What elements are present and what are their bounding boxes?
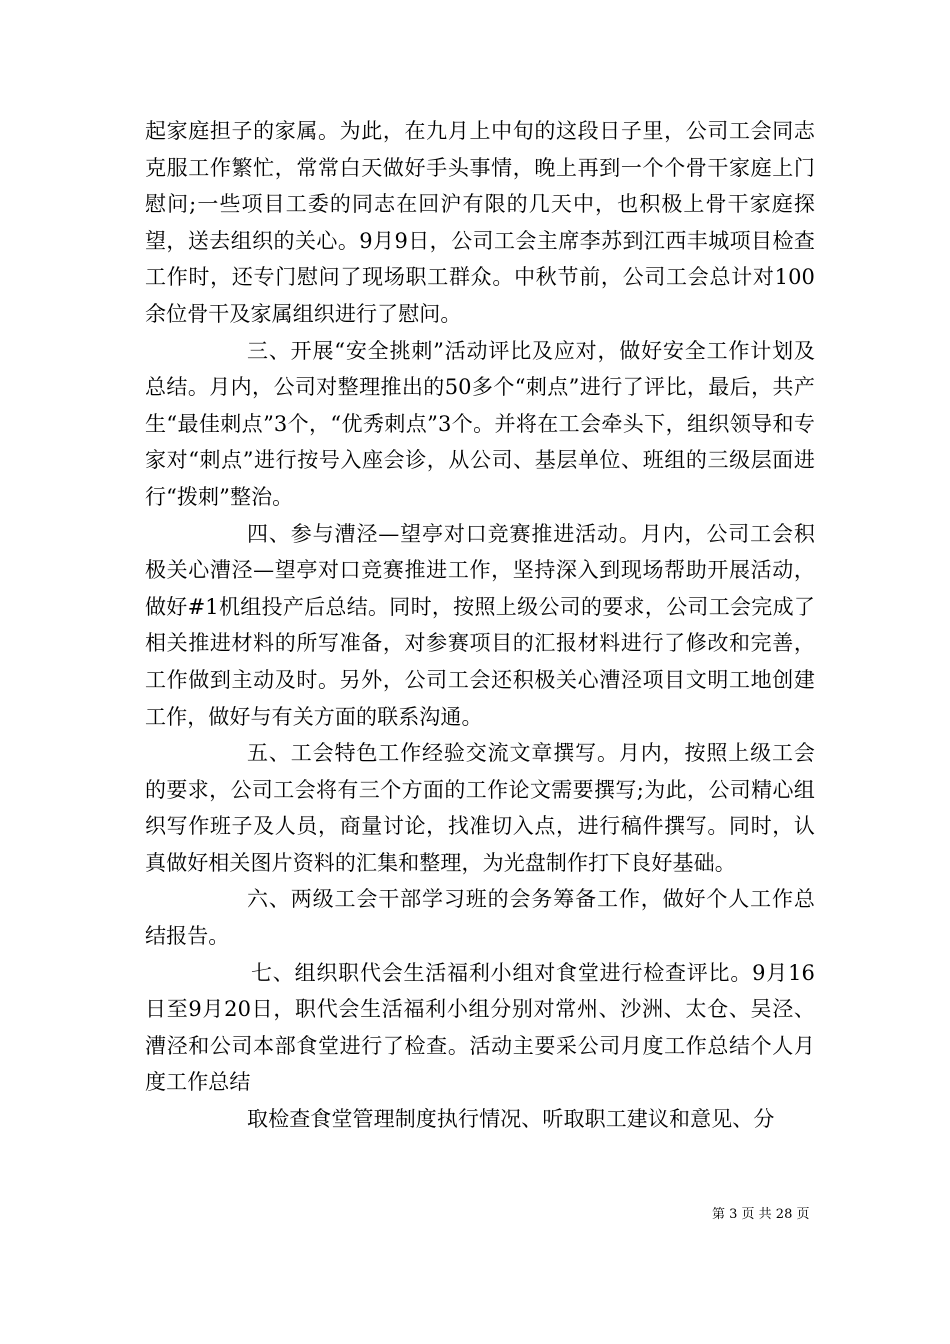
- paragraph-1: 起家庭担子的家属。为此，在九月上中旬的这段日子里，公司工会同志克服工作繁忙，常常白天做好手头事情，晚上再到一个个骨干家庭上门慰问;一些项目工委的同志在回沪有限的几天中，也积极上骨干家庭探望，送去组织的关心。9月9日，公司工会主席李苏到江西丰城项目检查工作时，还专门慰问了现场职工群众。中秋节前，公司工会总计对100余位骨干及家属组织进行了慰问。: [145, 119, 815, 326]
- paragraph-7: 取检查食堂管理制度执行情况、听取职工建议和意见、分: [247, 1107, 775, 1132]
- paragraph-3: 四、参与漕泾—望亭对口竞赛推进活动。月内，公司工会积极关心漕泾—望亭对口竞赛推进工作，坚持深入到现场帮助开展活动，做好#1机组投产后总结。同时，按照上级公司的要求，公司工会完成了相关推进材料的所写准备，对参赛项目的汇报材料进行了修改和完善，工作做到主动及时。另外，公司工会还积极关心漕泾项目文明工地创建工作，做好与有关方面的联系沟通。: [145, 521, 815, 729]
- paragraph-5: 六、两级工会干部学习班的会务筹备工作，做好个人工作总结报告。: [145, 887, 815, 949]
- paragraph-6: 七、组织职代会生活福利小组对食堂进行检查评比。9月16日至9月20日，职代会生活福利小组分别对常州、沙洲、太仓、吴泾、漕泾和公司本部食堂进行了检查。活动主要采公司月度工作总结个人月度工作总结: [145, 960, 815, 1095]
- paragraph-4: 五、工会特色工作经验交流文章撰写。月内，按照上级工会的要求，公司工会将有三个方面的工作论文需要撰写;为此，公司精心组织写作班子及人员，商量讨论，找准切入点，进行稿件撰写。同时，认真做好相关图片资料的汇集和整理，为光盘制作打下良好基础。: [145, 741, 815, 875]
- page-number-footer: 第 3 页 共 28 页: [712, 1207, 810, 1222]
- body-text: [145, 113, 815, 1138]
- paragraph-2: 三、开展“安全挑刺”活动评比及应对，做好安全工作计划及总结。月内，公司对整理推出的50多个“刺点”进行了评比，最后，共产生“最佳刺点”3个，“优秀刺点”3个。并将在工会牵头下，组织领导和专家对“刺点”进行按号入座会诊，从公司、基层单位、班组的三级层面进行“拨刺”整治。: [145, 338, 815, 509]
